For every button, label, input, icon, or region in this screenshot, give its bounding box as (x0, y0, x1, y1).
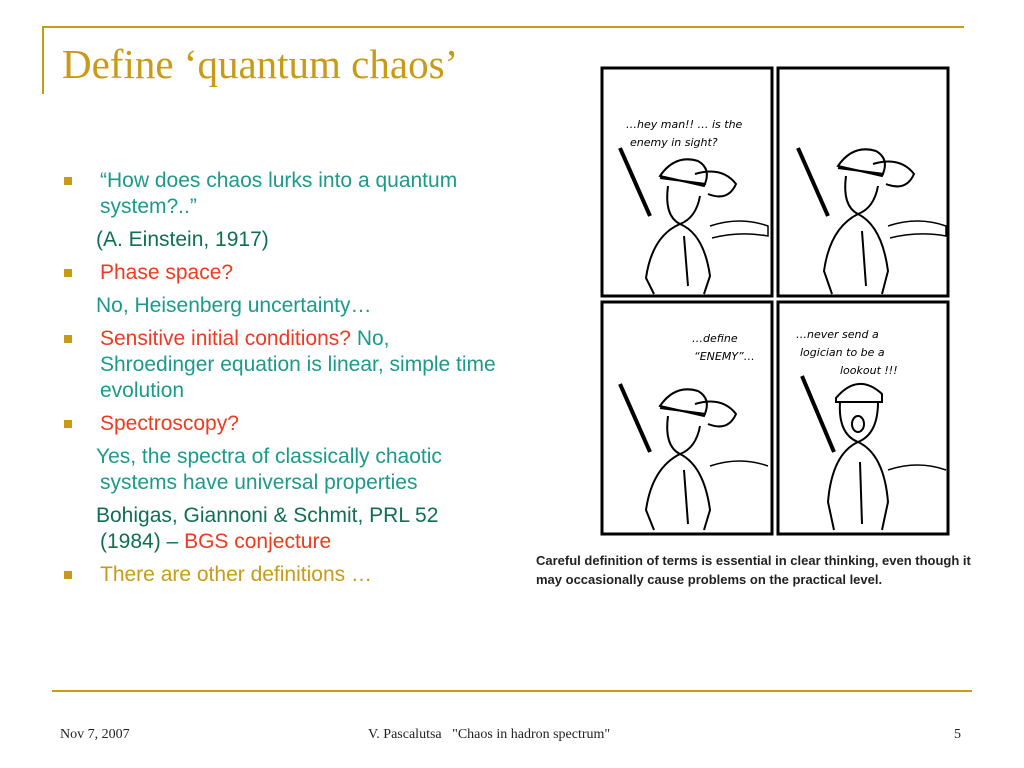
bullet-text: “How does chaos lurks into a quantum system?..” (100, 169, 458, 218)
page-number: 5 (954, 727, 961, 742)
footer-rule (52, 690, 972, 692)
speech-bubble-text: …hey man!! … is the (626, 118, 743, 131)
bullet-spectroscopy (62, 411, 502, 437)
bullet-einstein-quote (62, 168, 502, 220)
bullet-list (62, 168, 502, 595)
sub-item-bgs-reference (62, 503, 502, 555)
bullet-text: Phase space? (100, 261, 234, 284)
bullet-sensitive-conditions (62, 326, 502, 404)
bullet-phase-space (62, 260, 502, 286)
speech-bubble-text: enemy in sight? (630, 136, 718, 149)
comic-caption: Careful definition of terms is essential in clear thinking, even though it may occasionally cause problems on the practical level. (536, 553, 971, 587)
bullet-other-definitions (62, 562, 502, 588)
square-bullet-icon (64, 571, 72, 579)
title-frame-top-rule (42, 26, 964, 28)
reference-text: Bohigas, Giannoni & Schmit, PRL 52 (1984) – (96, 504, 439, 553)
title-frame-left-rule (42, 26, 44, 94)
slide-title: Define ‘quantum chaos’ (62, 41, 459, 87)
sub-item-heisenberg: No, Heisenberg uncertainty… (96, 294, 372, 317)
bullet-text: Spectroscopy? (100, 412, 239, 435)
speech-bubble-text: …never send a (796, 328, 879, 341)
logician-lookout-comic (600, 66, 956, 538)
footer-title: V. Pascalutsa "Chaos in hadron spectrum" (368, 727, 611, 742)
speech-bubble-text: “ENEMY”… (694, 350, 755, 363)
footer-date: Nov 7, 2007 (60, 727, 130, 742)
speech-bubble-text: lookout !!! (840, 364, 898, 377)
square-bullet-icon (64, 420, 72, 428)
square-bullet-icon (64, 269, 72, 277)
square-bullet-icon (64, 335, 72, 343)
bullet-text-red: Sensitive initial conditions? (100, 327, 351, 350)
sub-item-universal-spectra: Yes, the spectra of classically chaotic systems have universal properties (96, 445, 442, 494)
bullet-text: There are other definitions … (100, 563, 372, 586)
square-bullet-icon (64, 177, 72, 185)
sub-item-einstein: (A. Einstein, 1917) (96, 228, 269, 251)
bgs-conjecture-text: BGS conjecture (184, 530, 332, 553)
bullet-text-teal: No, Shroedinger equation is linear, simple time evolution (100, 327, 496, 402)
speech-bubble-text: …define (692, 332, 738, 345)
speech-bubble-text: logician to be a (800, 346, 885, 359)
